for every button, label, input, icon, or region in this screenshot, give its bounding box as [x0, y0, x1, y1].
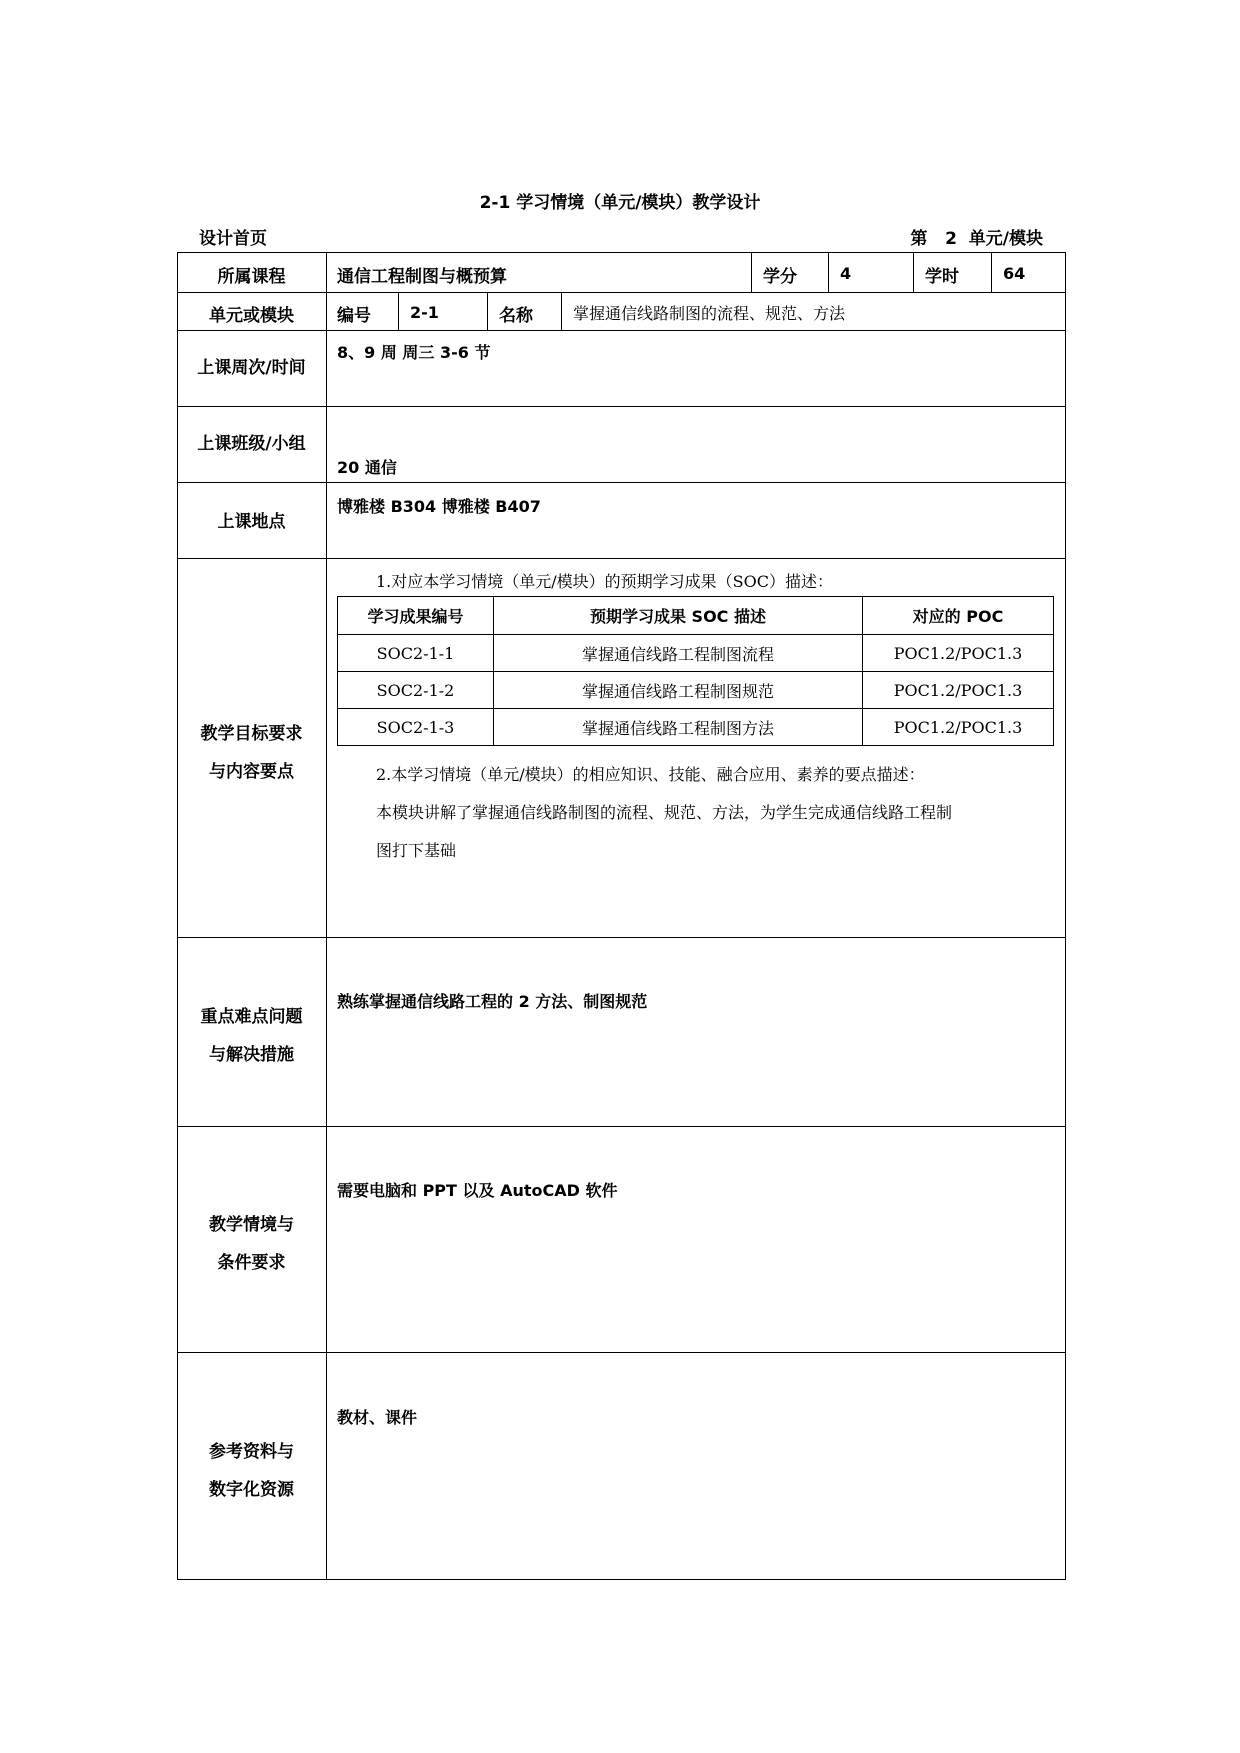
points-intro: 2.本学习情境（单元/模块）的相应知识、技能、融合应用、素养的要点描述：	[376, 765, 925, 784]
course-label: 所属课程	[217, 267, 286, 287]
document-title: 2-1 学习情境（单元/模块）教学设计	[479, 193, 761, 213]
column-divider	[828, 252, 829, 292]
label-column-divider	[326, 252, 327, 1580]
points-line1: 本模块讲解了掌握通信线路制图的流程、规范、方法，为学生完成通信线路工程制	[376, 803, 953, 822]
key-points-value: 熟练掌握通信线路工程的 2 方法、制图规范	[337, 992, 648, 1011]
module-name-label: 名称	[499, 306, 533, 326]
resources-label-line2: 数字化资源	[209, 1480, 294, 1500]
course-value: 通信工程制图与概预算	[337, 267, 507, 287]
row-divider	[177, 1126, 1066, 1127]
column-divider	[487, 292, 488, 330]
schedule-value: 8、9 周 周三 3-6 节	[337, 343, 491, 362]
hours-label: 学时	[925, 267, 959, 287]
credit-label: 学分	[763, 267, 797, 287]
objectives-intro: 1.对应本学习情境（单元/模块）的预期学习成果（SOC）描述：	[376, 572, 833, 591]
cover-page-label: 设计首页	[199, 229, 267, 249]
objectives-label-line2: 与内容要点	[209, 762, 294, 782]
location-label: 上课地点	[217, 512, 286, 532]
soc-header-row	[338, 597, 1054, 635]
key-points-label-line1: 重点难点问题	[200, 1007, 303, 1027]
row-divider	[177, 558, 1066, 559]
soc-code: SOC2-1-2	[338, 672, 494, 709]
conditions-label	[177, 1206, 326, 1282]
credit-value: 4	[840, 264, 852, 283]
soc-header-poc: 对应的 POC	[863, 597, 1054, 635]
module-code-value: 2-1	[410, 303, 439, 322]
column-divider	[991, 252, 992, 292]
row-divider	[177, 1352, 1066, 1353]
soc-poc: POC1.2/POC1.3	[863, 635, 1054, 672]
hours-value: 64	[1003, 264, 1026, 283]
class-group-value: 20 通信	[337, 458, 397, 477]
soc-table	[337, 596, 1054, 746]
soc-code: SOC2-1-1	[338, 635, 494, 672]
soc-poc: POC1.2/POC1.3	[863, 709, 1054, 746]
soc-poc: POC1.2/POC1.3	[863, 672, 1054, 709]
schedule-label: 上课周次/时间	[197, 358, 306, 378]
key-points-label	[177, 998, 326, 1074]
soc-row	[338, 672, 1054, 709]
unit-number-label: 第 2 单元/模块	[910, 229, 1043, 249]
column-divider	[398, 292, 399, 330]
soc-description: 掌握通信线路工程制图流程	[494, 635, 863, 672]
column-divider	[913, 252, 914, 292]
soc-row	[338, 635, 1054, 672]
location-value: 博雅楼 B304 博雅楼 B407	[337, 497, 541, 516]
module-code-label: 编号	[337, 306, 371, 326]
resources-label	[177, 1433, 326, 1509]
module-label: 单元或模块	[209, 306, 294, 326]
row-divider	[177, 406, 1066, 407]
soc-row	[338, 709, 1054, 746]
points-line2: 图打下基础	[376, 841, 457, 860]
objectives-label	[177, 715, 326, 791]
objectives-label-line1: 教学目标要求	[200, 724, 303, 744]
row-divider	[177, 292, 1066, 293]
row-divider	[177, 330, 1066, 331]
key-points-label-line2: 与解决措施	[209, 1045, 294, 1065]
class-group-label: 上课班级/小组	[197, 434, 306, 454]
conditions-label-line2: 条件要求	[217, 1253, 286, 1273]
soc-code: SOC2-1-3	[338, 709, 494, 746]
conditions-label-line1: 教学情境与	[209, 1215, 294, 1235]
resources-label-line1: 参考资料与	[209, 1442, 294, 1462]
soc-header-code: 学习成果编号	[338, 597, 494, 635]
soc-description: 掌握通信线路工程制图方法	[494, 709, 863, 746]
column-divider	[751, 252, 752, 292]
soc-header-description: 预期学习成果 SOC 描述	[494, 597, 863, 635]
soc-description: 掌握通信线路工程制图规范	[494, 672, 863, 709]
row-divider	[177, 937, 1066, 938]
resources-value: 教材、课件	[337, 1408, 418, 1427]
conditions-value: 需要电脑和 PPT 以及 AutoCAD 软件	[337, 1181, 618, 1200]
column-divider	[561, 292, 562, 330]
module-name-value: 掌握通信线路制图的流程、规范、方法	[573, 304, 846, 323]
row-divider	[177, 482, 1066, 483]
